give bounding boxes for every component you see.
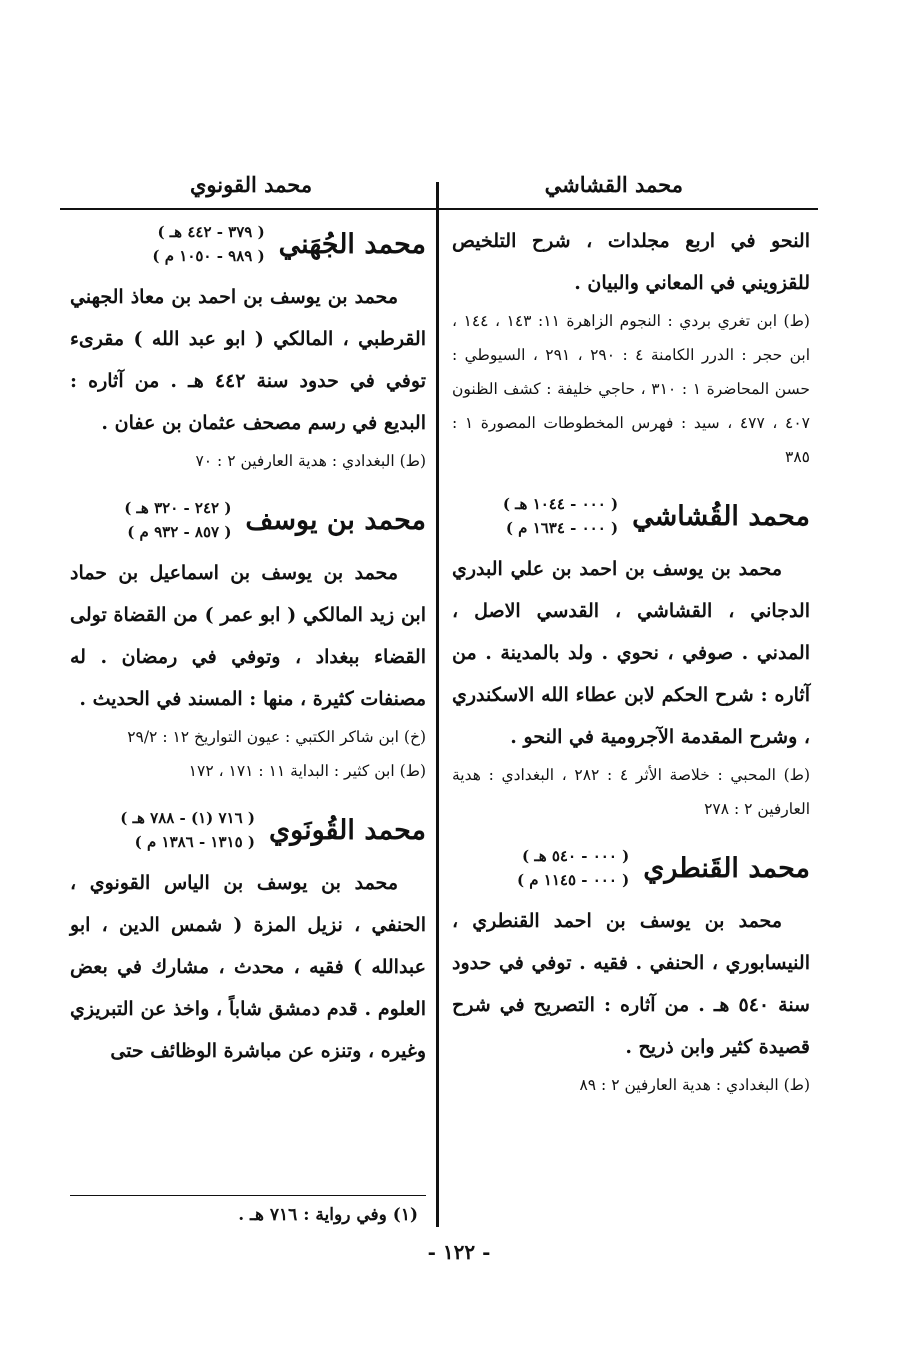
entry-body: محمد بن يوسف بن الياس القونوي ، الحنفي ، نزيل المزة ( شمس الدين ، ابو عبدالله ) فقيه ، محدث ، مشارك في بعض العلوم . قدم دمشق شاباً ، واخذ عن التبريزي وغيره ، وتنزه عن مباشرة الوظائف حتى	[70, 872, 426, 1062]
footnote-rule	[70, 1195, 426, 1196]
entry-dates	[503, 492, 618, 540]
entry-name: محمد القُونَوي	[268, 814, 426, 846]
right-column	[452, 220, 810, 1102]
continued-text: النحو في اربع مجلدات ، شرح التلخيص للقزويني في المعاني والبيان .	[452, 230, 810, 294]
entry-dates	[120, 806, 255, 854]
hijri-date: ( ٣٧٩ - ٤٤٢ هـ )	[157, 223, 265, 241]
entry-body: محمد بن يوسف بن اسماعيل بن حماد ابن زيد المالكي ( ابو عمر ) من القضاة تولى القضاء ببغداد ، وتوفي في رمضان . له مصنفات كثيرة ، منها : المسند في الحديث .	[70, 562, 426, 710]
entry-heading	[70, 496, 426, 544]
hijri-date: ( ٧١٦ (١) - ٧٨٨ هـ )	[120, 809, 255, 827]
running-header-left: محمد القونوي	[190, 172, 313, 197]
gregorian-date: ( ٩٨٩ - ١٠٥٠ م )	[152, 247, 265, 265]
entry-name: محمد الجُهَني	[278, 228, 426, 260]
column-divider	[436, 182, 439, 1227]
entry-body: محمد بن يوسف بن احمد القنطري ، النيسابوري ، الحنفي . فقيه . توفي في حدود سنة ٥٤٠ هـ . من آثاره : التصريح في شرح قصيدة كثير وابن ذريح .	[452, 910, 810, 1058]
header-rule	[60, 208, 818, 210]
entry-heading	[70, 220, 426, 268]
footnote: (١) وفي رواية : ٧١٦ هـ .	[238, 1205, 418, 1225]
references: (خ) ابن شاكر الكتبي : عيون التواريخ ١٢ : ٢٩/٢	[127, 728, 426, 746]
hijri-date: ( ٢٤٢ - ٣٢٠ هـ )	[124, 499, 232, 517]
entry-heading	[70, 806, 426, 854]
entry-dates	[124, 496, 231, 544]
entry-dates	[152, 220, 264, 268]
entry-name: محمد القَنطري	[643, 852, 810, 884]
entry-heading	[452, 492, 810, 540]
hijri-date: ( ٠٠٠ - ٥٤٠ هـ )	[522, 847, 630, 865]
gregorian-date: ( ٠٠٠ - ١٦٣٤ م )	[505, 519, 619, 537]
gregorian-date: ( ١٣١٥ - ١٣٨٦ م )	[134, 833, 255, 851]
left-column	[70, 220, 426, 1072]
page-number: - ١٢٢ -	[427, 1240, 491, 1264]
entry-name: محمد بن يوسف	[245, 504, 426, 536]
running-header-right: محمد القشاشي	[544, 172, 683, 197]
references: (ط) المحبي : خلاصة الأثر ٤ : ٢٨٢ ، البغدادي : هدية العارفين ٢ : ٢٧٨	[452, 766, 811, 818]
gregorian-date: ( ٠٠٠ - ١١٤٥ م )	[516, 871, 630, 889]
entry-dates	[517, 844, 629, 892]
gregorian-date: ( ٨٥٧ - ٩٣٢ م )	[127, 523, 232, 541]
entry-name: محمد القُشاشي	[632, 500, 810, 532]
references: (ط) البغدادي : هدية العارفين ٢ : ٨٩	[579, 1076, 810, 1094]
entry-heading	[452, 844, 810, 892]
references: (ط) ابن تغري بردي : النجوم الزاهرة ١١: ١٤٣ ، ١٤٤ ، ابن حجر : الدرر الكامنة ٤ : ٢٩٠ ، ٢٩١ ، السيوطي : حسن المحاضرة ١ : ٣١٠ ، حاجي خليفة : كشف الظنون ٤٠٧ ، ٤٧٧ ، سيد : فهرس المخطوطات المصورة ١ : ٣٨٥	[452, 312, 811, 466]
entry-body: محمد بن يوسف بن احمد بن علي البدري الدجاني ، القشاشي ، القدسي الاصل ، المدني . صوفي ، نحوي . ولد بالمدينة . من آثاره : شرح الحكم لابن عطاء الله الاسكندري ، وشرح المقدمة الآجرومية في النحو .	[452, 558, 810, 748]
references: (ط) ابن كثير : البداية ١١ : ١٧١ ، ١٧٢	[188, 762, 426, 780]
entry-body: محمد بن يوسف بن احمد بن معاذ الجهني القرطبي ، المالكي ( ابو عبد الله ) مقرىء توفي في حدود سنة ٤٤٢ هـ . من آثاره : البديع في رسم مصحف عثمان بن عفان .	[70, 286, 426, 434]
references: (ط) البغدادي : هدية العارفين ٢ : ٧٠	[195, 452, 426, 470]
hijri-date: ( ٠٠٠ - ١٠٤٤ هـ )	[502, 495, 619, 513]
